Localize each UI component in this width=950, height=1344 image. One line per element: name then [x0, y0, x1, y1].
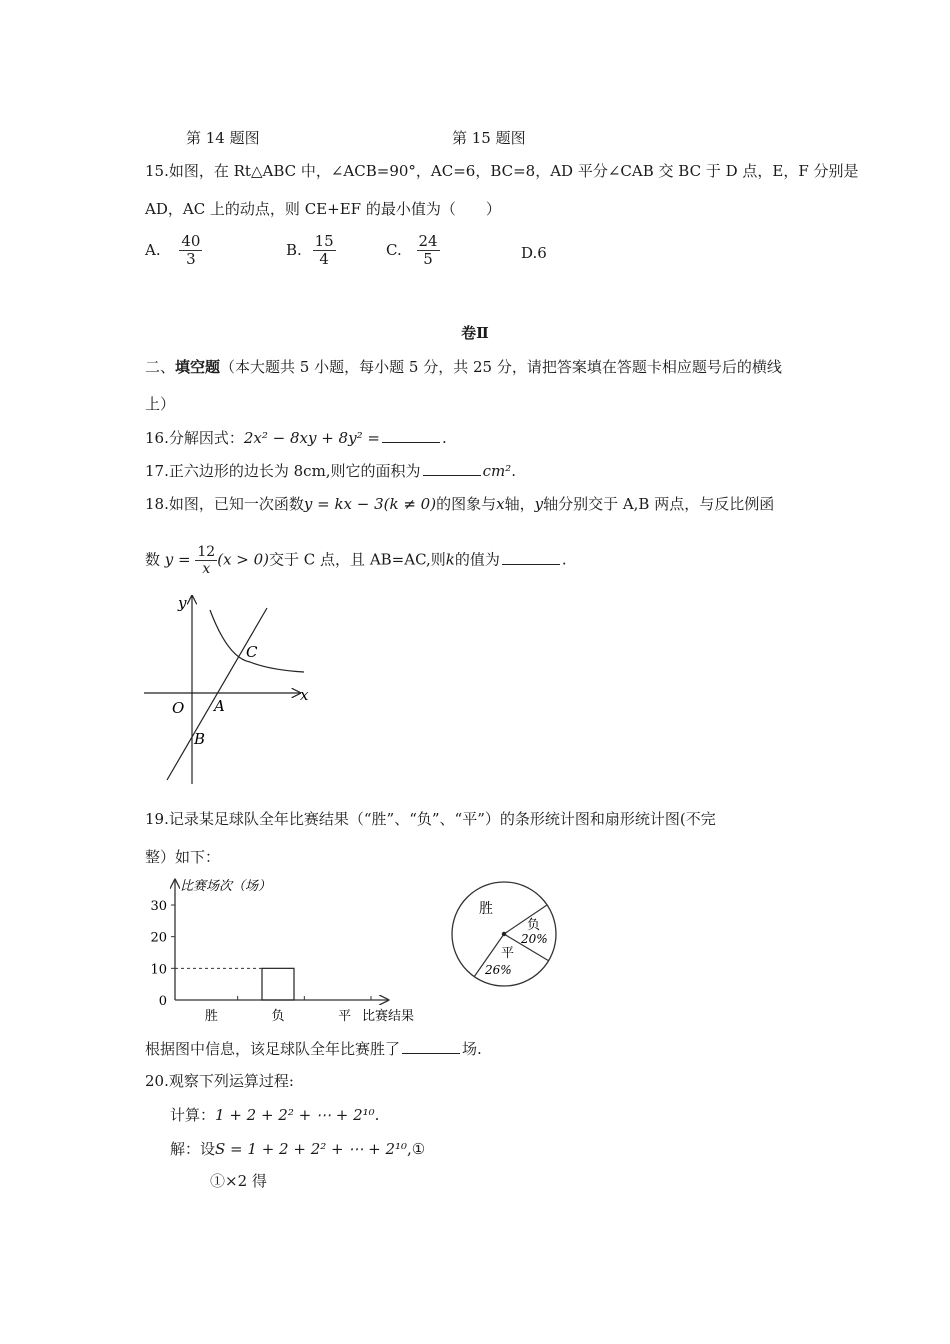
q20-text: ,①: [407, 1140, 426, 1158]
q19-line2: 整）如下：: [145, 848, 221, 866]
q18-k-symbol: k: [445, 550, 455, 569]
line-y-kx-3: [167, 608, 267, 780]
figure-14-caption: 第 14 题图: [186, 129, 260, 147]
y-tick-label: 30: [150, 899, 167, 914]
q15-line2: AD，AC 上的动点，则 CE+EF 的最小值为（ ）: [145, 200, 501, 218]
q20-calc-label: 计算：: [170, 1106, 216, 1124]
q19-pie-chart: [445, 875, 565, 995]
q19-text: 根据图中信息，该足球队全年比赛胜了: [145, 1040, 401, 1058]
graph-label-b: B: [194, 730, 206, 748]
q18-function-graph: [140, 590, 330, 790]
answer-blank: [502, 563, 560, 565]
option-fraction: [417, 233, 440, 269]
q18-text: 的值为: [454, 550, 500, 569]
pie-divider-win-loss: [504, 905, 547, 934]
answer-blank: [423, 474, 481, 476]
option-fraction: [313, 233, 336, 269]
y-tick-label: 20: [150, 930, 167, 946]
q15-line1: 15.如图，在 Rt△ABC 中，∠ACB=90°，AC=6，BC=8，AD 平分∠CAB 交 BC 于 D 点，E，F 分别是: [145, 162, 859, 180]
hyperbola-12-over-x: [210, 610, 304, 672]
part-description: （本大题共 5 小题，每小题 5 分，共 25 分，请把答案填在答题卡相应题号后的横线: [220, 358, 782, 376]
q20-calc-expression: 1 + 2 + 2² + ⋯ + 2¹⁰: [215, 1106, 375, 1124]
option-label: C.: [386, 240, 402, 259]
answer-blank: [402, 1052, 460, 1054]
fraction-denominator: x: [202, 561, 211, 578]
q18-line2: [145, 544, 567, 577]
graph-label-c: C: [246, 643, 258, 661]
q18-x-symbol: x: [496, 495, 505, 513]
q17: [145, 460, 516, 481]
x-category-label: 胜: [204, 1009, 218, 1024]
graph-label-a: A: [214, 697, 225, 715]
q18-y-symbol: y: [534, 495, 544, 513]
q20-text: .: [374, 1106, 380, 1124]
q15-option-a: [145, 233, 202, 269]
q19-bar-chart: [140, 872, 440, 1027]
fraction-numerator: 15: [314, 232, 334, 250]
q18-line1: [145, 493, 774, 514]
option-label: A.: [145, 240, 161, 259]
q15-option-b: [286, 233, 336, 269]
answer-blank: [382, 441, 440, 443]
q16-suffix: .: [441, 429, 447, 447]
option-label: B.: [286, 240, 302, 259]
q19-question: [145, 1038, 482, 1059]
part-heading: [145, 356, 782, 377]
graph-label-x: x: [300, 686, 309, 704]
q20-solution: [170, 1138, 425, 1159]
q18-text: 轴，: [504, 495, 535, 513]
q20-step: ①×2 得: [210, 1172, 267, 1190]
q18-y-equals: y =: [164, 550, 191, 569]
part-description-cont: 上）: [145, 395, 176, 413]
q18-text: 交于 C 点，且 AB=AC,则: [269, 550, 446, 569]
fraction-denominator: 5: [423, 250, 433, 269]
graph-label-y: y: [178, 594, 187, 612]
bar-x-axis-label: 比赛结果: [362, 1009, 415, 1024]
pie-slice-draw-label: 平: [501, 946, 515, 961]
q16: [145, 427, 447, 448]
q20-solution-expression: S = 1 + 2 + 2² + ⋯ + 2¹⁰: [215, 1140, 408, 1158]
q16-prefix: 16.分解因式：: [145, 429, 244, 447]
q17-suffix: .: [511, 462, 516, 480]
q15-option-c: [386, 233, 440, 269]
q17-prefix: 17.正六边形的边长为 8cm,则它的面积为: [145, 462, 421, 480]
q18-text: .: [561, 550, 567, 569]
option-label: D.: [521, 244, 538, 262]
fraction-numerator: 40: [181, 232, 201, 250]
q20-title: 20.观察下列运算过程:: [145, 1072, 294, 1090]
x-category-label: 负: [271, 1009, 285, 1024]
q18-text: 18.如图，已知一次函数: [145, 495, 304, 513]
pie-slice-win-label: 胜: [479, 901, 493, 917]
figure-15-caption: 第 15 题图: [452, 129, 526, 147]
fraction-numerator: 12: [197, 544, 216, 560]
fraction-denominator: 3: [186, 250, 196, 269]
q17-unit: cm²: [482, 462, 512, 480]
section-title: 卷Ⅱ: [461, 324, 489, 342]
fraction-denominator: 4: [319, 250, 329, 269]
q18-linear-function: y = kx − 3(k ≠ 0): [303, 495, 437, 513]
part-name: 填空题: [175, 358, 221, 376]
q15-option-d: [521, 244, 547, 262]
pie-center: [502, 932, 506, 936]
graph-label-origin: O: [172, 699, 185, 717]
q20-solution-label: 解：设: [170, 1140, 216, 1158]
q19-text: 场.: [462, 1040, 482, 1058]
option-fraction: [179, 233, 202, 269]
q18-text: 数: [145, 550, 161, 569]
q18-text: 轴分别交于 A,B 两点，与反比例函: [543, 495, 775, 513]
q20-calc: [170, 1104, 379, 1125]
q18-text: 的图象与: [436, 495, 497, 513]
fraction-numerator: 24: [418, 232, 438, 250]
q18-fraction: [195, 544, 217, 577]
bar: [262, 968, 294, 1000]
pie-slice-loss-label: 负: [527, 918, 541, 933]
part-prefix: 二、: [145, 358, 176, 376]
option-value: 6: [537, 244, 547, 262]
q18-domain: (x > 0): [217, 550, 270, 569]
bar-y-axis-label: 比赛场次（场）: [180, 879, 272, 894]
q16-expression: 2x² − 8xy + 8y² =: [243, 429, 380, 447]
y-tick-label: 0: [158, 994, 167, 1009]
x-category-label: 平: [338, 1009, 352, 1024]
pie-slice-loss-percent: 20%: [521, 932, 548, 946]
q19-line1: 19.记录某足球队全年比赛结果（“胜”、“负”、“平”）的条形统计图和扇形统计图(不完: [145, 810, 716, 828]
pie-slice-draw-percent: 26%: [485, 963, 512, 977]
y-tick-label: 10: [150, 962, 167, 978]
